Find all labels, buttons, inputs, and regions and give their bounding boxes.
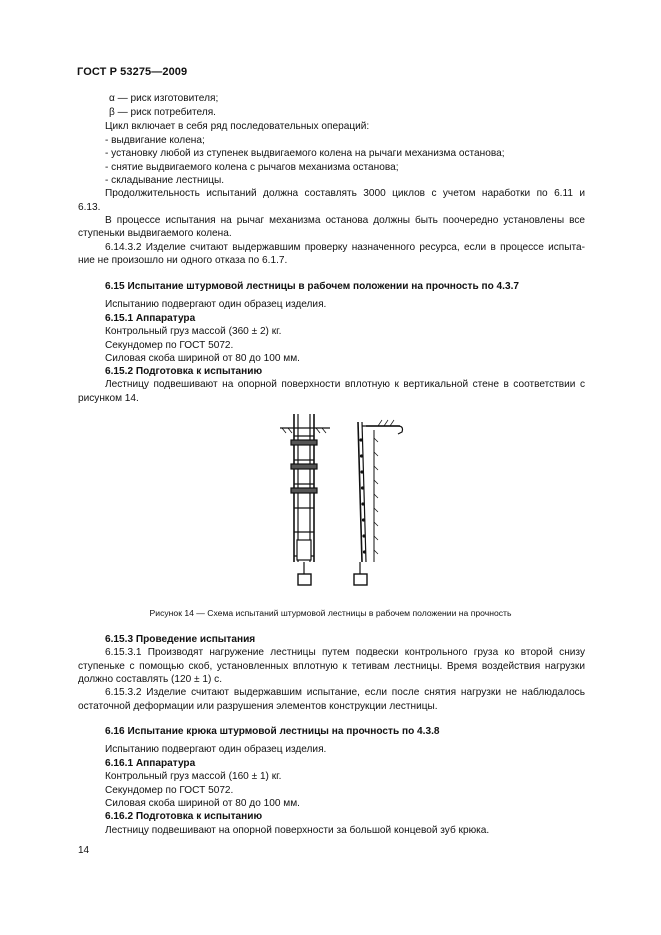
prep-text: Лестницу подвешивают на опорной поверхности вплотную к вертикальной стене в соответствии с bbox=[105, 379, 585, 390]
cycle-op: - складывание лестницы. bbox=[105, 175, 225, 186]
page-number: 14 bbox=[78, 845, 90, 856]
subsection-6-16-1: 6.16.1 Аппаратура bbox=[105, 758, 196, 769]
equipment-item: Силовая скоба шириной от 80 до 100 мм. bbox=[105, 798, 300, 809]
section-6-15-title: 6.15 Испытание штурмовой лестницы в рабочем положении на прочность по 4.3.7 bbox=[105, 281, 520, 292]
duration-text-cont: 6.13. bbox=[78, 202, 101, 213]
clause-6-14-3-2-cont: ние не произошло ни одного отказа по 6.1.7. bbox=[78, 255, 288, 266]
stop-text: В процессе испытания на рычаг механизма останова должны быть поочередно установлены все bbox=[105, 215, 585, 226]
figure-caption: Рисунок 14 — Схема испытаний штурмовой лестницы в рабочем положении на прочность bbox=[149, 608, 512, 618]
load-bracket bbox=[297, 540, 311, 560]
clause-6-15-3-2-cont: остаточной деформации или разрушения элементов конструкции лестницы. bbox=[78, 701, 438, 712]
sample-text: Испытанию подвергают один образец изделия. bbox=[105, 299, 327, 310]
document-header: ГОСТ Р 53275—2009 bbox=[77, 66, 188, 78]
prep-text-cont: рисунком 14. bbox=[78, 393, 139, 404]
clause-6-15-3-2: 6.15.3.2 Изделие считают выдержавшим испытание, если после снятия нагрузки не наблюдалось bbox=[105, 687, 585, 698]
subsection-6-15-3: 6.15.3 Проведение испытания bbox=[105, 634, 256, 645]
equipment-item: Силовая скоба шириной от 80 до 100 мм. bbox=[105, 353, 300, 364]
cycle-intro: Цикл включает в себя ряд последовательных операций: bbox=[105, 121, 370, 132]
equipment-item: Секундомер по ГОСТ 5072. bbox=[105, 340, 234, 351]
beta-definition: β — риск потребителя. bbox=[109, 107, 216, 118]
prep-text: Лестницу подвешивают на опорной поверхности за большой концевой зуб крюка. bbox=[105, 825, 490, 836]
clause-6-14-3-2: 6.14.3.2 Изделие считают выдержавшим проверку назначенного ресурса, если в процессе испыта- bbox=[105, 242, 585, 253]
alpha-definition: α — риск изготовителя; bbox=[109, 93, 219, 104]
subsection-6-16-2: 6.16.2 Подготовка к испытанию bbox=[105, 811, 263, 822]
cycle-op: - снятие выдвигаемого колена с рычагов механизма останова; bbox=[105, 162, 399, 173]
section-6-16-title: 6.16 Испытание крюка штурмовой лестницы на прочность по 4.3.8 bbox=[105, 726, 440, 737]
sample-text: Испытанию подвергают один образец изделия. bbox=[105, 744, 327, 755]
cycle-op: - выдвигание колена; bbox=[105, 135, 205, 146]
subsection-6-15-1: 6.15.1 Аппаратура bbox=[105, 313, 196, 324]
equipment-item: Контрольный груз массой (160 ± 1) кг. bbox=[105, 771, 282, 782]
duration-text: Продолжительность испытаний должна составлять 3000 циклов с учетом наработки по 6.11 и bbox=[105, 188, 585, 199]
clause-6-15-3-1-cont: ступеньке с помощью скоб, установленных вплотную к тетивам лестницы. Время воздействия нагрузки bbox=[78, 661, 585, 672]
equipment-item: Контрольный груз массой (360 ± 2) кг. bbox=[105, 326, 282, 337]
clause-6-15-3-1: 6.15.3.1 Производят нагружение лестницы путем подвески контрольного груза ко второй снизу bbox=[105, 647, 585, 658]
subsection-6-15-2: 6.15.2 Подготовка к испытанию bbox=[105, 366, 263, 377]
cycle-op: - установку любой из ступенек выдвигаемого колена на рычаги механизма останова; bbox=[105, 148, 505, 159]
ladder-stringer-side bbox=[358, 422, 362, 562]
equipment-item: Секундомер по ГОСТ 5072. bbox=[105, 785, 234, 796]
clause-6-15-3-1-cont: должно составлять (120 ± 1) с. bbox=[78, 674, 223, 685]
control-load bbox=[354, 574, 367, 585]
control-load bbox=[298, 574, 311, 585]
figure-14-diagram bbox=[270, 412, 420, 602]
stop-text-cont: ступеньки выдвигаемого колена. bbox=[78, 228, 232, 239]
